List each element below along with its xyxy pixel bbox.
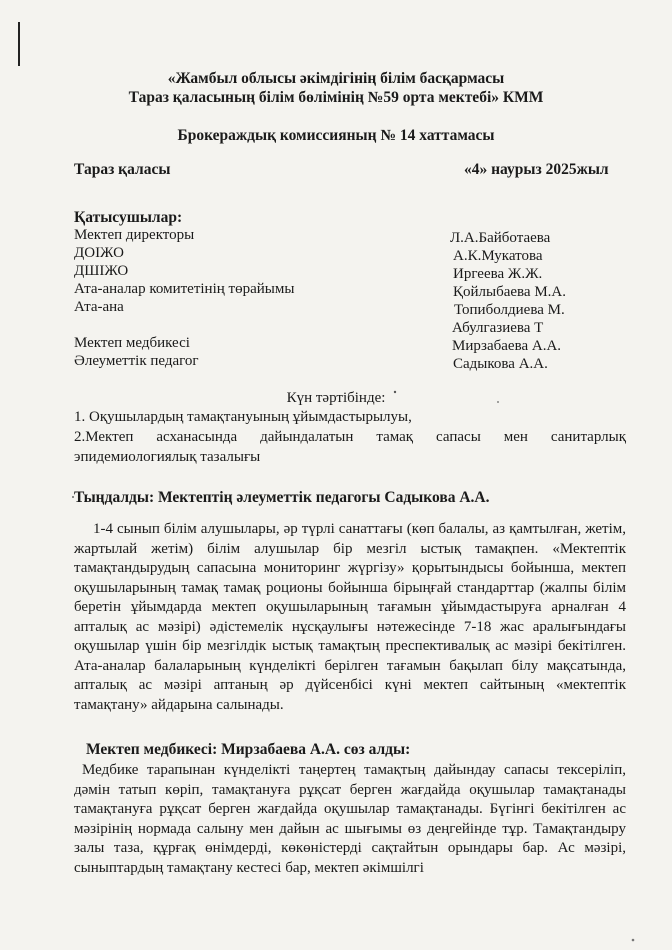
agenda-title: Күн тәртібінде: xyxy=(286,390,386,406)
participant-name: Абулгазиева Т xyxy=(452,320,544,336)
org-name-line1: «Жамбыл облысы әкімдігінің білім басқармасы xyxy=(167,70,505,87)
section-heading-social-pedagogue: Тыңдалды: Мектептің әлеуметтік педагогы Садыкова А.А. xyxy=(74,489,490,506)
participant-role: ДШІЖО xyxy=(74,263,129,279)
org-name-line2: Тараз қаласының білім бөлімінің №59 орта мектебі» КММ xyxy=(128,89,544,106)
nurse-report: Медбике тарапынан күнделікті таңертең тамақтың дайындау сапасы тексеріліп, дәмін татып көріп, тамақтануға рұқсат берген жағдайда оқушылар тамақтанады тамақтануға рұқсат берген жағдайда оқушылар тамақтанады. Бүгінгі бекітілген ас мәзірінің нормада салыну мен дайын ас шығымы өз деңгейінде тұр. Тамақтандыру залы таза, құрғақ өнімдерді, көкөністерді сақтайтын орындары бар. Ас мәзірі, сыныптардың тамақтану кестесі бар, мектеп әкімшілгі xyxy=(74,762,626,876)
participant-name: Мирзабаева А.А. xyxy=(452,338,562,354)
social-pedagogue-report: 1-4 сынып білім алушылары, әр түрлі санаттағы (көп балалы, аз қамтылған, жетім, жартылай жетім) білім алушылар бір мезгіл ыстық тамақпен. «Мектептік тамақтандырудың сапасына мониторинг жүргізу» қорытындысы бойынша, мектеп оқушыларының тамақ тамақ роционы бойынша бірыңғай стандарттар (жалпы білім беретін ұйымдарда мектеп оқушыларының тағамын ұйымдастыруға арналған 4 апталық ас мәзірі) әдістемелік нұсқаулығы нәтежесінде 7-18 жас аралығындағы оқушылар үшін бір мезгілдік ыстық тамақтың преспективалық ас мәзірі бекітілген. Ата-аналар балаларының күнделікті берілген тағамын бақылап білу мақсатында, апталық ас мәзірі аптаның әр дүйсенбісі күні мектеп сайтының «мектептік тамақтану» айдарына салынады. xyxy=(74,521,626,713)
participant-role: ДОІЖО xyxy=(74,245,124,261)
participant-name: Л.А.Байботаева xyxy=(450,230,551,246)
protocol-title: Брокераждық комиссияның № 14 хаттамасы xyxy=(177,127,495,144)
participant-name: А.К.Мукатова xyxy=(453,248,543,264)
agenda-item-1: 1. Оқушылардың тамақтануының ұйымдастырылуы, xyxy=(74,409,412,425)
participants-heading: Қатысушылар: xyxy=(74,209,183,226)
participant-name: Иргеева Ж.Ж. xyxy=(453,266,543,282)
participant-role: Ата-ана xyxy=(74,299,124,315)
participant-names xyxy=(450,229,566,373)
protocol-date: «4» наурыз 2025жыл xyxy=(464,161,609,178)
participant-role: Мектеп медбикесі xyxy=(74,335,190,351)
participant-role: Мектеп директоры xyxy=(74,227,195,243)
section-heading-nurse: Мектеп медбикесі: Мирзабаева А.А. сөз алды: xyxy=(86,741,411,758)
participant-roles xyxy=(74,226,294,370)
participant-role xyxy=(74,316,294,334)
margin-pen-mark xyxy=(18,22,20,66)
participant-role: Ата-аналар комитетінің төрайымы xyxy=(74,281,295,297)
participant-name: Садыкова А.А. xyxy=(453,356,548,372)
city: Тараз қаласы xyxy=(74,161,171,178)
participant-role: Әлеуметтік педагог xyxy=(74,353,199,369)
participant-name: Қойлыбаева М.А. xyxy=(453,284,567,300)
participant-name: Топиболдиева М. xyxy=(454,302,565,318)
agenda-item-2: 2.Мектеп асханасында дайындалатын тамақ сапасы мен санитарлық эпидемиологиялық тазалығы xyxy=(74,429,626,465)
